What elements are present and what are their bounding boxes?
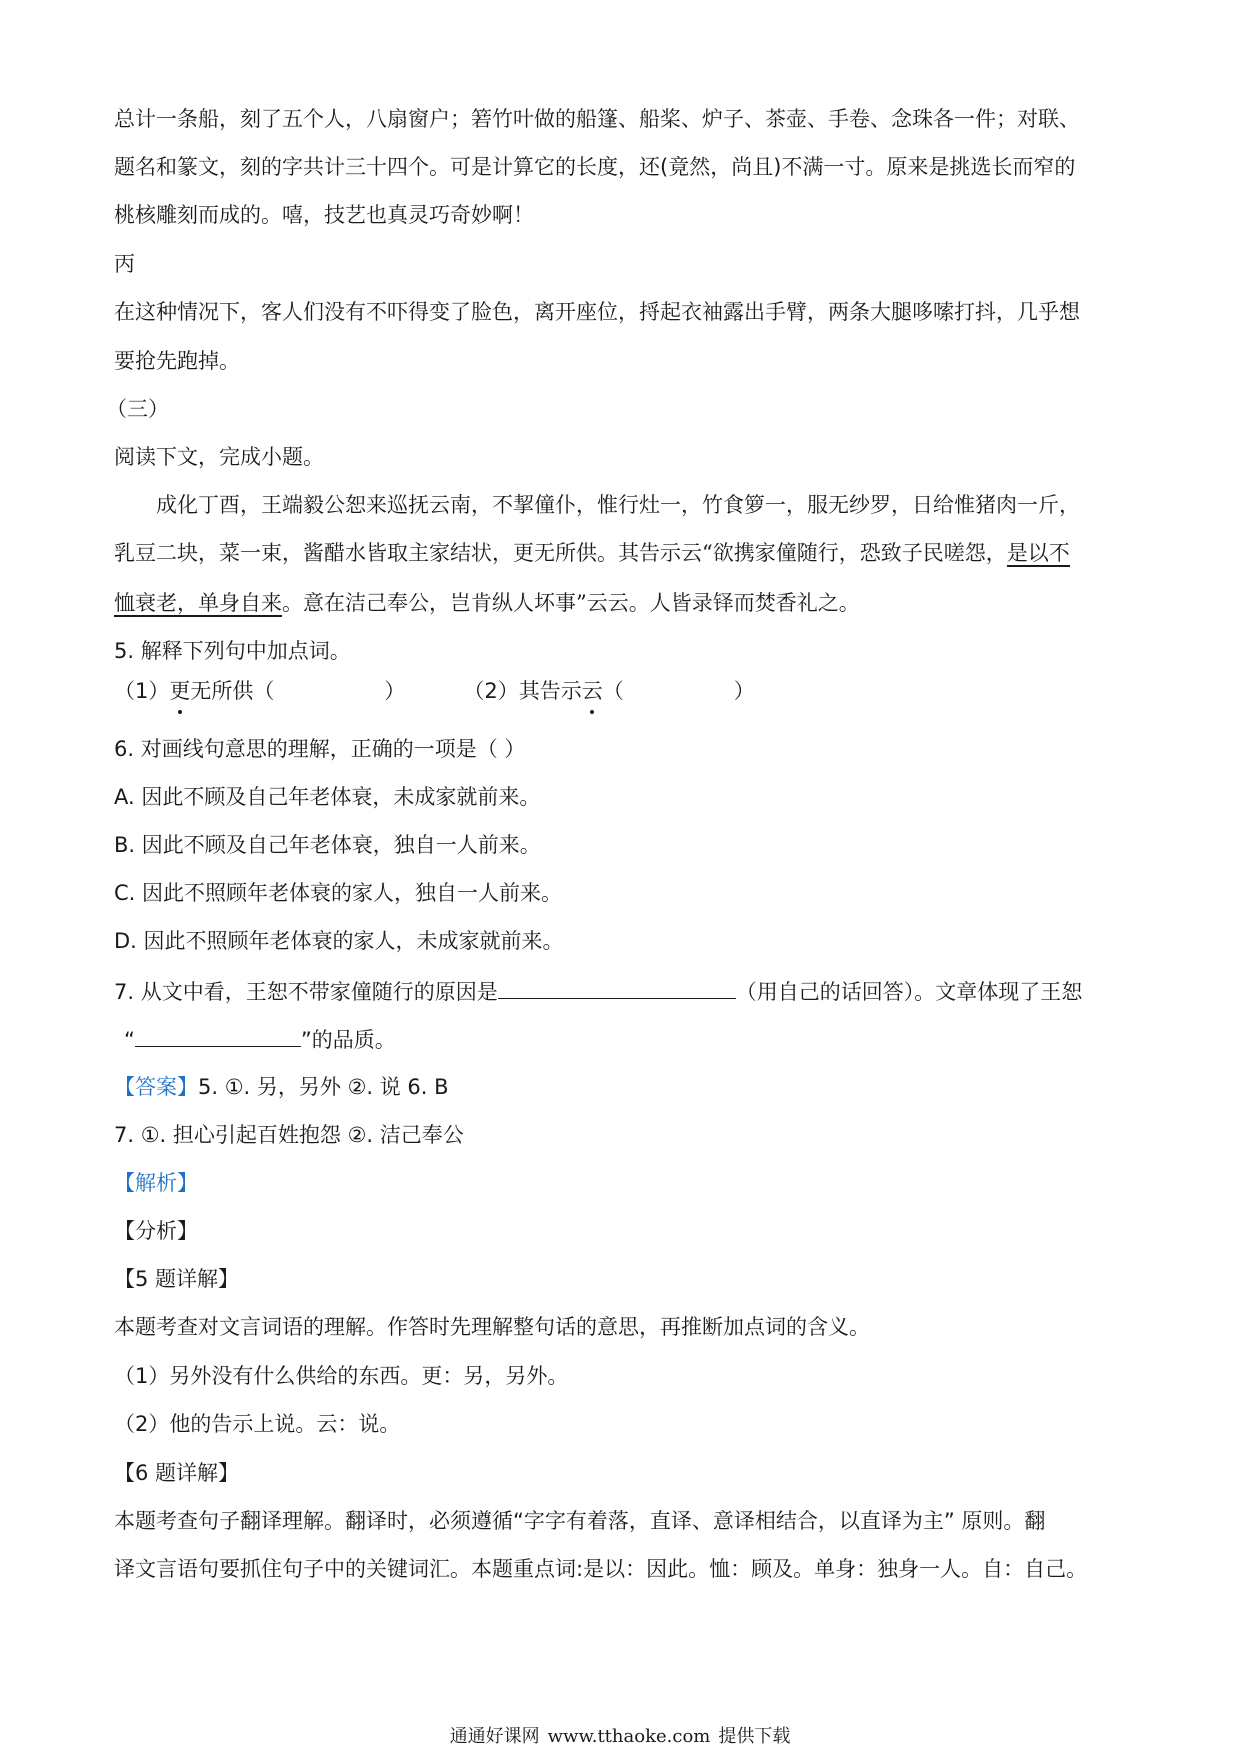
reading-instruction: 阅读下文，完成小题。 (114, 445, 324, 469)
q5-item-2-open: （ (602, 679, 624, 703)
classical-text-line-1: 成化丁酉，王端毅公恕来巡抚云南，不挈僮仆，惟行灶一，竹食箩一，服无纱罗，日给惟猪肉一斤， (156, 493, 1080, 517)
translation-line-2: 题名和篆文，刻的字共计三十四个。可是计算它的长度，还(竟然，尚且)不满一寸。原来是挑选长而窄的 (114, 155, 1076, 179)
open-quote: “ (124, 1028, 135, 1052)
q5-detail-answer-1: （1）另外没有什么供给的东西。更：另，另外。 (114, 1364, 569, 1388)
option-c: C. 因此不照顾年老体衰的家人，独自一人前来。 (114, 881, 563, 905)
classical-text-line-3 (114, 588, 860, 618)
answer-blank-1 (498, 976, 736, 999)
q5-detail-text: 本题考查对文言词语的理解。作答时先理解整句话的意思，再推断加点词的含义。 (114, 1315, 870, 1339)
q5-item-1-text: 无所供（ (190, 679, 275, 703)
analysis-heading: 【分析】 (114, 1219, 198, 1243)
q5-item-2-text: （2）其告示 (463, 679, 582, 703)
question-7-text: 7. 从文中看，王恕不带家僮随行的原因是 (114, 980, 498, 1004)
q6-detail-text-2: 译文言语句要抓住句子中的关键词汇。本题重点词:是以：因此。恤：顾及。单身：独身一人。自：自己。 (114, 1557, 1088, 1581)
answer-line-2: 7. ①. 担心引起百姓抱怨 ②. 洁己奉公 (114, 1123, 464, 1147)
translation-line-3: 桃核雕刻而成的。嘻，技艺也真灵巧奇妙啊！ (114, 203, 534, 227)
question-7-text-2: （用自己的话回答）。文章体现了王恕 (735, 980, 1083, 1004)
analysis-tag: 【解析】 (114, 1171, 198, 1195)
footer-suffix: 提供下载 (718, 1726, 791, 1747)
q6-detail-text-1: 本题考查句子翻译理解。翻译时，必须遵循“字字有着落，直译、意译相结合，以直译为主” 原则。翻 (114, 1509, 1046, 1533)
underlined-sentence-part-1: 是以不 (1006, 541, 1070, 565)
translation-bing-line-1: 在这种情况下，客人们没有不吓得变了脸色，离开座位，捋起衣袖露出手臂，两条大腿哆嗦打抖，几乎想 (114, 300, 1080, 324)
question-5: 5. 解释下列句中加点词。 (114, 639, 351, 663)
classical-text-line-2 (114, 538, 1070, 568)
q5-detail-answer-2: （2）他的告示上说。云：说。 (114, 1412, 401, 1436)
footer-site-name: 通通好课网 (449, 1726, 540, 1747)
q5-item-1-dotted-word: 更 (169, 676, 190, 706)
q5-item-1-close: ） (384, 679, 406, 703)
q5-detail-heading: 【5 题详解】 (114, 1267, 240, 1291)
question-6: 6. 对画线句意思的理解，正确的一项是（ ） (114, 737, 526, 761)
classical-text-line-2-plain: 乳豆二块，菜一束，酱醋水皆取主家结状，更无所供。其告示云“欲携家僮随行，恐致子民嗟怨， (114, 541, 1007, 565)
answer-line-1 (114, 1072, 449, 1102)
footer-url[interactable]: www.tthaoke.com (547, 1726, 711, 1747)
question-5-items (114, 676, 755, 706)
label-bing: 丙 (114, 252, 135, 276)
q5-item-1-number: （1） (114, 679, 170, 703)
q5-item-2-close: ） (733, 679, 755, 703)
page-footer (0, 1722, 1240, 1748)
option-a: A. 因此不顾及自己年老体衰，未成家就前来。 (114, 785, 541, 809)
question-7-quality-text: ”的品质。 (300, 1028, 396, 1052)
q5-item-2-dotted-word: 云 (582, 676, 603, 706)
option-b: B. 因此不顾及自己年老体衰，独自一人前来。 (114, 833, 541, 857)
q6-detail-heading: 【6 题详解】 (114, 1461, 240, 1485)
option-d: D. 因此不照顾年老体衰的家人，未成家就前来。 (114, 929, 564, 953)
answer-text-1: 5. ①. 另，另外 ②. 说 6. B (198, 1075, 449, 1099)
question-7 (114, 976, 1082, 1007)
answer-tag: 【答案】 (114, 1075, 198, 1099)
underlined-sentence-part-2: 恤衰老，单身自来 (114, 591, 282, 615)
translation-bing-line-2: 要抢先跑掉。 (114, 349, 240, 373)
question-7-line-2 (124, 1024, 396, 1055)
section-heading: （三） (106, 397, 169, 421)
classical-text-line-3-rest: 。意在洁己奉公，岂肯纵人坏事”云云。人皆录铎而焚香礼之。 (282, 591, 860, 615)
translation-line-1: 总计一条船，刻了五个人，八扇窗户；箬竹叶做的船篷、船桨、炉子、茶壶、手卷、念珠各一件；对联、 (114, 107, 1080, 131)
answer-blank-2 (135, 1024, 301, 1047)
